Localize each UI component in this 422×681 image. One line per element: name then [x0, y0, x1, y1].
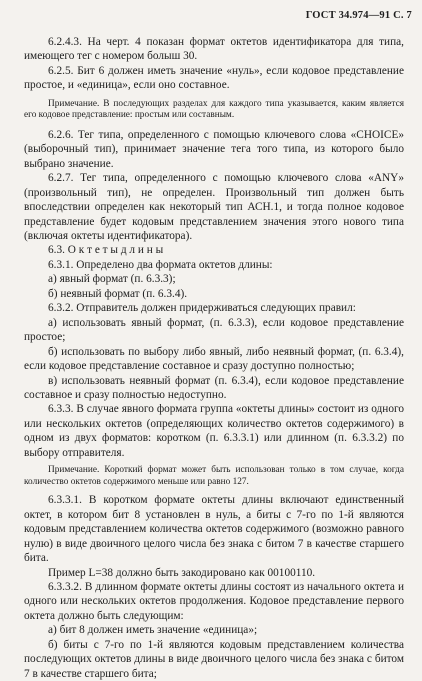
list-item: а) использовать явный формат, (п. 6.3.3), если кодовое представление простое;: [24, 316, 404, 344]
paragraph-6-3-2: 6.3.2. Отправитель должен придерживаться следующих правил:: [48, 302, 356, 315]
document-body: [24, 35, 404, 681]
list-item: б) неявный формат (п. 6.3.4).: [48, 287, 188, 300]
list-item: в) использовать неявный формат (п. 6.3.4), если кодовое представление составное и сразу полностью недоступно.: [24, 374, 404, 401]
list-item: а) явный формат (п. 6.3.3);: [48, 273, 176, 286]
page-header: ГОСТ 34.974—91 С. 7: [305, 10, 412, 21]
paragraph-6-2-5: 6.2.5. Бит 6 должен иметь значение «нуль», если кодовое представление простое, и «единица», если оно составное.: [24, 64, 404, 92]
paragraph-6-2-7: 6.2.7. Тег типа, определенного с помощью ключевого слова «ANY» (произвольный тип), не определен. Произвольный тип должен быть впоследствии определен как некоторый тип АСН.1, и тогда полное кодовое представление будет кодовым представлением значения этого нового типа (включая октеты идентификатора).: [24, 172, 404, 242]
list-item: б) биты с 7-го по 1-й являются кодовым представлением количества последующих октетов длины в виде двоичного целого числа без знака с битом 7 в качестве старшего бита;: [24, 638, 404, 680]
paragraph-6-3-3-1: 6.3.3.1. В коротком формате октеты длины включают единственный октет, в котором бит 8 установлен в нуль, а биты с 7-го по 1-й являются кодовым представлением количества октетов содержимого (возможно равного нулю) в виде двоичного целого числа без знака с битом 7 в качестве старшего бита.: [24, 494, 404, 565]
list-item: а) бит 8 должен иметь значение «единица»;: [48, 624, 258, 637]
paragraph-6-2-4-3: 6.2.4.3. На черт. 4 показан формат октетов идентификатора для типа, имеющего тег с номером болыш 30.: [24, 36, 404, 63]
list-item: б) использовать по выбору либо явный, либо неявный формат, (п. 6.3.4), если кодовое представление составное и сразу доступно полностью;: [24, 345, 404, 373]
paragraph-6-2-6: 6.2.6. Тег типа, определенного с помощью ключевого слова «CHOICE» (выборочный тип), принимает значение тега того типа, из которого было выбрано значение.: [24, 128, 404, 170]
paragraph-6-3-3-2: 6.3.3.2. В длинном формате октеты длины состоят из начального октета и одного или нескольких октетов продолжения. Кодовое представление первого октета должно быть следующим:: [24, 580, 404, 622]
section-heading-6-3: 6.3. О к т е т ы д л и н ы: [48, 244, 164, 257]
paragraph-6-3-1: 6.3.1. Определено два формата октетов длины:: [48, 258, 273, 271]
note: Примечание. Короткий формат может быть использован только в том случае, когда количество октетов содержимого меньше или равно 127.: [24, 465, 404, 487]
note: Примечание. В последующих разделах для каждого типа указывается, каким является его кодовое представление: простым или составным.: [24, 98, 404, 121]
example: Пример L=38 должно быть закодировано как 00100110.: [48, 566, 316, 579]
paragraph-6-3-3: 6.3.3. В случае явного формата группа «октеты длины» состоит из одного или нескольких октетов (определяющих количество октетов содержимого) в одном из двух форматов: коротком (п. 6.3.3.1) или длинном (п. 6.3.3.2) по выбору отправителя.: [24, 403, 404, 459]
